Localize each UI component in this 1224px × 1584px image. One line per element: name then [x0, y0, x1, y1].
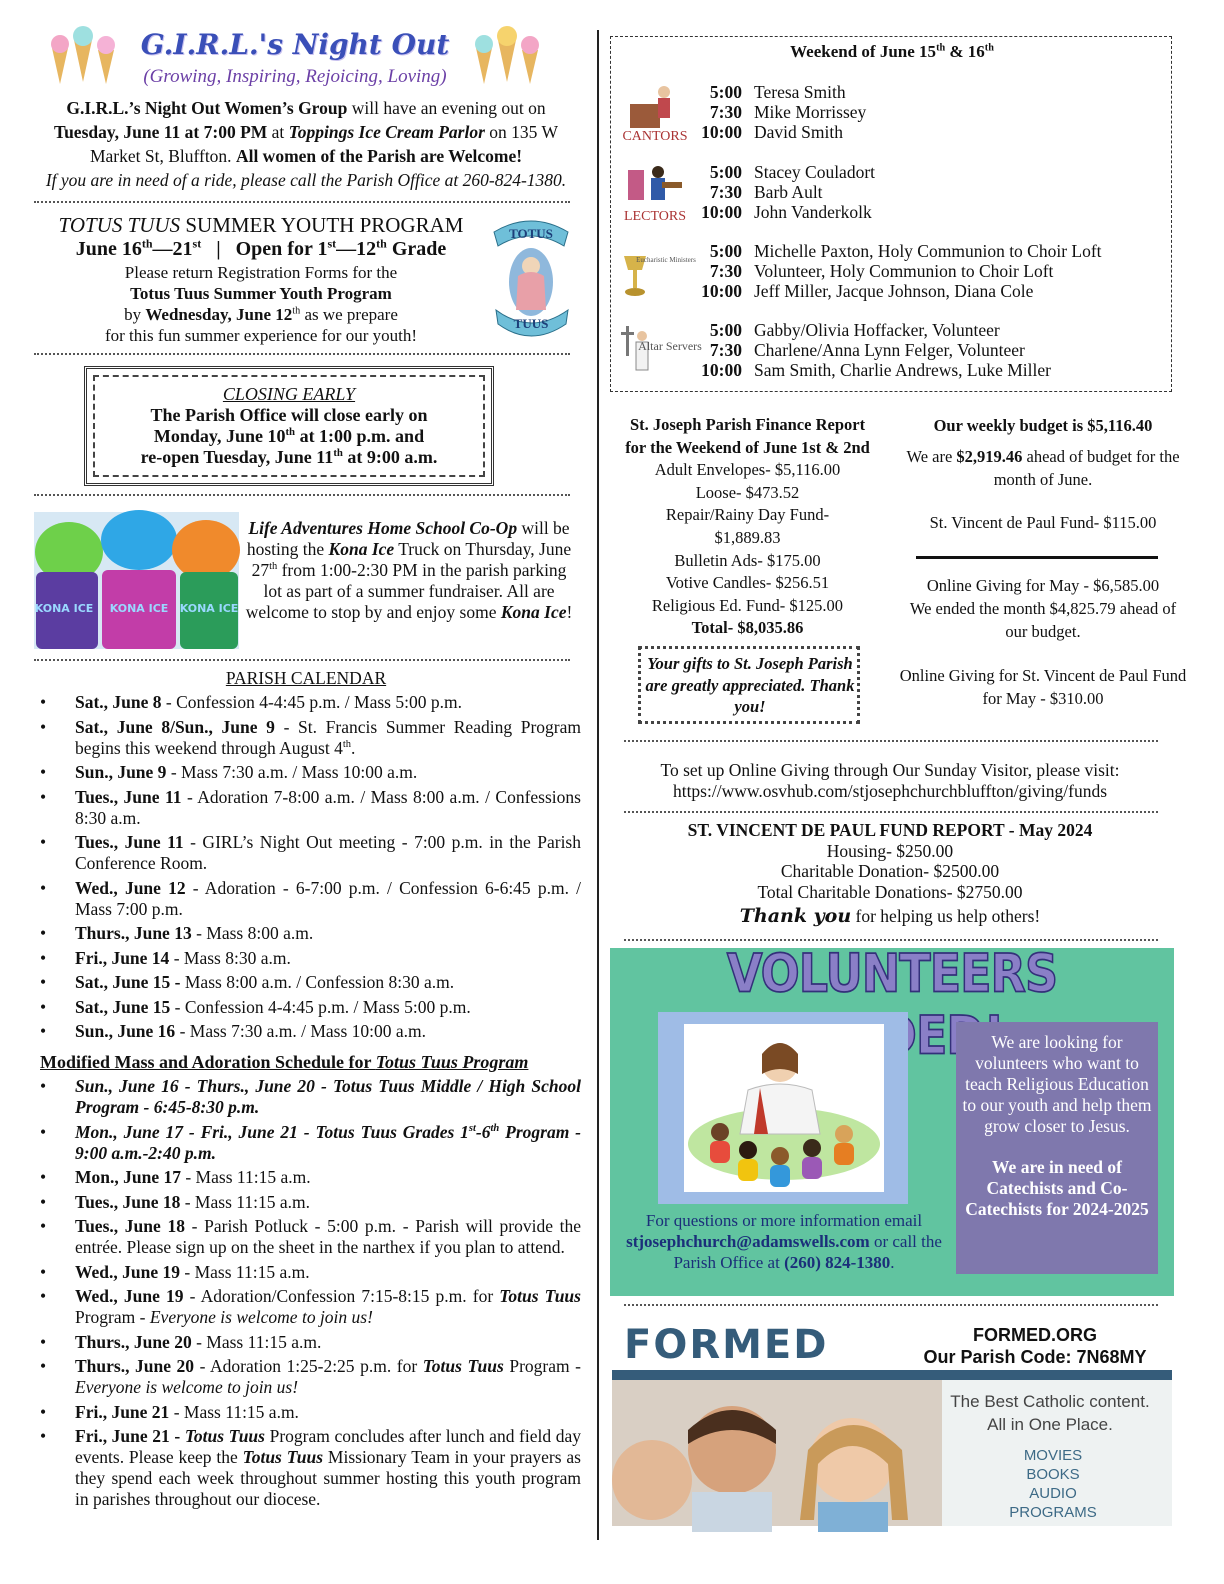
ministry-row: 5:00 Stacey Couladort — [709, 162, 876, 182]
section-divider — [624, 811, 1158, 813]
ministry-row: 10:00 Sam Smith, Charlie Andrews, Luke Miller — [701, 360, 1051, 380]
formed-tagline: The Best Catholic content. All in One Place. — [950, 1392, 1150, 1434]
event-date: Tuesday, June 11 at 7:00 PM — [54, 122, 268, 142]
online-giving-link[interactable]: https://www.osvhub.com/stjosephchurchbluffton/giving/funds — [672, 781, 1108, 801]
jesus-with-children-illustration — [684, 1024, 884, 1192]
list-item: • Mon., June 17 - Fri., June 21 - Totus Tuus Grades 1st-6th Program - 9:00 a.m.-2:40 p.m. — [40, 1122, 581, 1164]
list-item: • Wed., June 19 - Adoration/Confession 7:15-8:15 p.m. for Totus Tuus Program - Everyone is welcome to join us! — [40, 1286, 581, 1328]
section-divider — [34, 201, 570, 203]
gifts-thank-you: Your gifts to St. Joseph Parish are greatly appreciated. Thank you! — [645, 654, 855, 716]
ride-note: If you are in need of a ride, please call the Parish Office at 260-824-1380. — [45, 170, 567, 190]
budget-summary: Our weekly budget is $5,116.40 We are $2,919.46 ahead of budget for the month of June. St. Vincent de Paul Fund- $115.00 Online Giving for May - $6,585.00 We ended the month $4,825.79 ahead of our budget. Online Giving for St. Vincent de Paul Fund for May - $310.00 — [899, 416, 1187, 708]
modified-schedule-title: Modified Mass and Adoration Schedule for Totus Tuus Program — [40, 1052, 529, 1072]
svg-text:KONA ICE: KONA ICE — [109, 602, 169, 615]
eucharistic-ministers-icon — [618, 242, 696, 302]
list-item: • Mon., June 17 - Mass 11:15 a.m. — [40, 1167, 581, 1188]
section-divider — [34, 353, 570, 355]
contact-email-link[interactable]: stjosephchurch@adamswells.com — [626, 1232, 870, 1251]
list-item: • Sat., June 8 - Confession 4-4:45 p.m. / Mass 5:00 p.m. — [40, 692, 581, 713]
ministry-row: 7:30 Mike Morrissey — [709, 102, 867, 122]
ministry-row: 10:00 Jeff Miller, Jacque Johnson, Diana Cole — [701, 281, 1034, 301]
ministry-row: 5:00 Gabby/Olivia Hoffacker, Volunteer — [709, 320, 1000, 340]
kona-ice-photo — [34, 512, 239, 649]
list-item: • Thurs., June 20 - Adoration 1:25-2:25 p.m. for Totus Tuus Program - Everyone is welcome to join us! — [40, 1356, 581, 1398]
list-item: • Tues., June 18 - Parish Potluck - 5:00 p.m. - Parish will provide the entrée. Please sign up on the sheet in the narthex if you plan to attend. — [40, 1216, 581, 1258]
altar-servers-icon — [618, 320, 702, 380]
list-item: • Tues., June 11 - GIRL’s Night Out meeting - 7:00 p.m. in the Parish Conference Room. — [40, 832, 581, 874]
list-item: • Sat., June 15 - Confession 4-4:45 p.m. / Mass 5:00 p.m. — [40, 997, 581, 1018]
parish-calendar-list — [40, 692, 581, 1046]
ministry-row: 7:30 Charlene/Anna Lynn Felger, Volunteer — [709, 340, 1025, 360]
list-item: • Sun., June 16 - Mass 7:30 a.m. / Mass 10:00 a.m. — [40, 1021, 581, 1042]
closing-early-notice: CLOSING EARLY The Parish Office will close early on Monday, June 10th at 1:00 p.m. and re-open Tuesday, June 11th at 9:00 a.m. — [140, 384, 438, 467]
lectors-icon — [618, 162, 692, 222]
ministry-row: 7:30 Barb Ault — [709, 182, 823, 202]
svg-text:TUUS: TUUS — [513, 316, 549, 331]
list-item: • Tues., June 18 - Mass 11:15 a.m. — [40, 1192, 581, 1213]
section-divider — [34, 659, 570, 661]
finance-report: St. Joseph Parish Finance Report for the Weekend of June 1st & 2nd Adult Envelopes- $5,116.00 Loose- $473.52 Repair/Rainy Day Fund- $1,889.83 Bulletin Ads- $175.00 Votive Candles- $256.51 Religious Ed. Fund- $125.00 Total- $8,035.86 — [610, 414, 885, 640]
list-item: • Sat., June 8/Sun., June 9 - St. Francis Summer Reading Program begins this weekend through August 4th. — [40, 717, 581, 759]
modified-schedule-list — [40, 1076, 581, 1514]
section-divider — [624, 1304, 1158, 1306]
svg-text:Eucharistic Ministers: Eucharistic Ministers — [636, 256, 696, 264]
ministry-row: 5:00 Michelle Paxton, Holy Communion to Choir Loft — [709, 241, 1102, 261]
parish-code: Our Parish Code: 7N68MY — [923, 1347, 1147, 1367]
kona-ice-announcement: Life Adventures Home School Co-Op will be hosting the Kona Ice Truck on Thursday, June 27th from 1:00-2:30 PM in the parish parking lot as part of a summer fundraiser. All are welcome to stop by and enjoy some Kona Ice! — [245, 518, 573, 622]
group-name: G.I.R.L.’s Night Out Women’s Group — [66, 98, 348, 118]
list-item: • Tues., June 11 - Adoration 7-8:00 a.m. / Mass 8:00 a.m. / Confessions 8:30 a.m. — [40, 787, 581, 829]
ministry-schedule-title: Weekend of June 15th & 16th — [790, 42, 994, 61]
formed-site-link[interactable]: FORMED.ORG — [973, 1325, 1097, 1345]
volunteers-contact: For questions or more information email stjosephchurch@adamswells.com or call the Parish Office at (260) 824-1380. — [626, 1211, 942, 1272]
list-item: • Sat., June 15 - Mass 8:00 a.m. / Confession 8:30 a.m. — [40, 972, 581, 993]
volunteers-message: We are looking for volunteers who want to teach Religious Education to our youth and help them grow closer to Jesus. We are in need of Catechists and Co-Catechists for 2024-2025 — [962, 1032, 1152, 1219]
column-divider — [597, 30, 599, 1540]
girls-night-title: G.I.R.L.'s Night Out — [140, 28, 450, 61]
parish-calendar-title: PARISH CALENDAR — [225, 668, 387, 688]
girls-night-subtitle: (Growing, Inspiring, Rejoicing, Loving) — [143, 66, 447, 87]
svg-text:LECTORS: LECTORS — [624, 209, 686, 224]
finance-divider — [916, 556, 1158, 559]
svg-text:CANTORS: CANTORS — [622, 129, 688, 144]
list-item: • Thurs., June 20 - Mass 11:15 a.m. — [40, 1332, 581, 1353]
list-item: • Fri., June 21 - Mass 11:15 a.m. — [40, 1402, 581, 1423]
venue-name: Toppings Ice Cream Parlor — [288, 122, 485, 142]
svg-text:Altar Servers: Altar Servers — [638, 339, 702, 353]
online-giving-info: To set up Online Giving through Our Sunday Visitor, please visit: https://www.osvhub.com/stjosephchurchbluffton/giving/funds — [610, 760, 1170, 802]
cantors-icon — [618, 82, 692, 142]
totus-tuus-mary-badge-icon — [488, 210, 574, 346]
ice-cream-cones-icon — [470, 26, 546, 86]
formed-site-info — [900, 1324, 1170, 1368]
section-divider — [624, 939, 1158, 941]
list-item: • Sun., June 9 - Mass 7:30 a.m. / Mass 10:00 a.m. — [40, 762, 581, 783]
list-item: • Fri., June 21 - Totus Tuus Program concludes after lunch and field day events. Please keep the Totus Tuus Missionary Team in your prayers as they spend each week throughout summer hosting this youth program in parishes throughout our diocese. — [40, 1426, 581, 1510]
list-item: • Fri., June 14 - Mass 8:30 a.m. — [40, 948, 581, 969]
formed-logo: FORMED — [624, 1322, 829, 1368]
ministry-row: 7:30 Volunteer, Holy Communion to Choir Loft — [709, 261, 1054, 281]
list-item: • Sun., June 16 - Thurs., June 20 - Totus Tuus Middle / High School Program - 6:45-8:30 p.m. — [40, 1076, 581, 1118]
girls-night-announcement: G.I.R.L.’s Night Out Women’s Group will have an evening out on Tuesday, June 11 at 7:00 PM at Toppings Ice Cream Parlor on 135 W Market St, Bluffton. All women of the Parish are Welcome! If you are in need of a ride, please call the Parish Office at 260-824-1380. — [45, 98, 567, 190]
formed-media-list: MOVIES BOOKS AUDIO PROGRAMS — [1009, 1447, 1097, 1521]
formed-banner-bar — [612, 1370, 1172, 1380]
section-divider — [624, 740, 1158, 742]
ice-cream-cones-icon — [46, 26, 122, 86]
ministry-row: 5:00 Teresa Smith — [709, 82, 846, 102]
finance-total: Total- $8,035.86 — [691, 618, 804, 638]
list-item: • Wed., June 12 - Adoration - 6-7:00 p.m. / Confession 6-6:45 p.m. / Mass 7:00 p.m. — [40, 878, 581, 920]
list-item: • Wed., June 19 - Mass 11:15 a.m. — [40, 1262, 581, 1283]
svdp-fund-report: ST. VINCENT DE PAUL FUND REPORT - May 2024 Housing- $250.00 Charitable Donation- $2500.00 Total Charitable Donations- $2750.00 Thank you for helping us help others! — [687, 820, 1093, 927]
svg-text:TOTUS: TOTUS — [509, 226, 553, 241]
svg-text:KONA ICE: KONA ICE — [34, 602, 94, 615]
totus-tuus-announcement: TOTUS TUUS SUMMER YOUTH PROGRAM June 16th—21st | Open for 1st—12th Grade Please return Registration Forms for the Totus Tuus Summer Youth Program by Wednesday, June 12th as we prepare for this fun summer experience for our youth! — [58, 213, 464, 345]
section-divider — [34, 494, 570, 496]
contact-phone[interactable]: (260) 824-1380 — [784, 1253, 891, 1272]
ministry-row: 10:00 David Smith — [701, 122, 843, 142]
ministry-row: 10:00 John Vanderkolk — [701, 202, 872, 222]
volunteers-title: VOLUNTEERS — [726, 941, 1058, 1004]
list-item: • Thurs., June 13 - Mass 8:00 a.m. — [40, 923, 581, 944]
svg-text:KONA ICE: KONA ICE — [179, 602, 239, 615]
